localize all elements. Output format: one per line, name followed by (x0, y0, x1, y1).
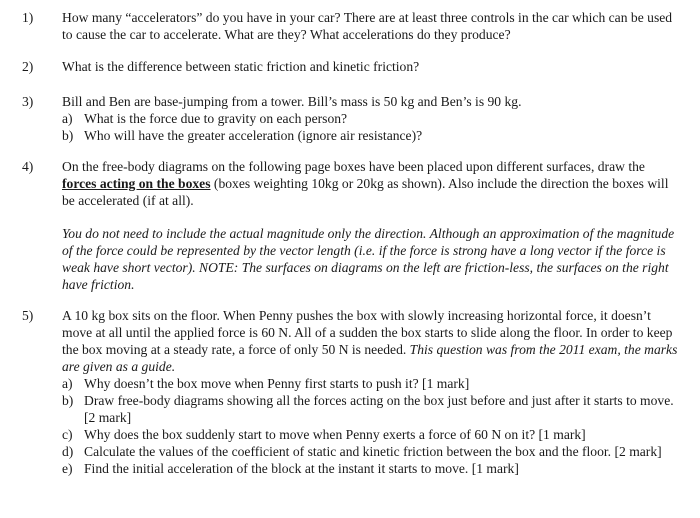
part-text: Calculate the values of the coefficient of static and kinetic friction between the box and the floor. [2 mark] (84, 444, 662, 459)
part-text: Find the initial acceleration of the block at the instant it starts to move. [1 mark] (84, 461, 519, 476)
question-text (62, 158, 682, 209)
part-text: Why does the box suddenly start to move when Penny exerts a force of 60 N on it? [1 mark] (84, 427, 586, 442)
question-4 (22, 158, 682, 293)
part-text: Why doesn’t the box move when Penny first starts to push it? [1 mark] (84, 376, 470, 391)
question-number: 5) (22, 308, 34, 323)
part-label: a) (62, 111, 73, 126)
part-label: a) (62, 376, 73, 391)
question-2 (22, 58, 682, 75)
question-text: Bill and Ben are base-jumping from a tower. Bill’s mass is 50 kg and Ben’s is 90 kg. (62, 94, 522, 109)
question-part (62, 443, 682, 460)
exam-note: This question was from the 2011 exam, the marks are given as a guide. (62, 342, 678, 374)
part-label: b) (62, 128, 74, 143)
part-label: c) (62, 427, 73, 442)
question-5 (22, 307, 682, 477)
question-number: 1) (22, 10, 34, 25)
question-text (62, 307, 682, 375)
question-number: 3) (22, 94, 34, 109)
part-label: e) (62, 461, 73, 476)
question-text-start: On the free-body diagrams on the following page boxes have been placed upon different surfaces, draw the (62, 159, 645, 174)
part-text: Draw free-body diagrams showing all the forces acting on the box just before and just after it starts to move. [2 mark] (84, 393, 674, 425)
question-part (62, 392, 682, 426)
part-label: d) (62, 444, 74, 459)
question-text: What is the difference between static friction and kinetic friction? (62, 59, 420, 74)
question-part (62, 127, 682, 144)
question-note: You do not need to include the actual magnitude only the direction. Although an approximation of the magnitude of the force could be represented by the vector length (i.e. if the force is strong have a long vector if the force is weak have short vector). NOTE: The surfaces on diagrams on the left are friction-less, the surfaces on the right have friction. (62, 226, 675, 292)
question-part (62, 426, 682, 443)
question-text-main: A 10 kg box sits on the floor. When Penny pushes the box with slowly increasing horizontal force, it doesn’t move at all until the applied force is 60 N. All of a sudden the box starts to slide along the floor. In order to keep the box moving at a steady rate, a force of only 50 N is needed. (62, 308, 673, 357)
question-part (62, 110, 682, 127)
forces-acting-link[interactable]: forces acting on the boxes (62, 176, 211, 191)
question-part (62, 375, 682, 392)
part-label: b) (62, 393, 74, 408)
question-part (62, 460, 682, 477)
question-text: How many “accelerators” do you have in your car? There are at least three controls in the car which can be used to cause the car to accelerate. What are they? What accelerations do they produce? (62, 10, 673, 42)
part-text: What is the force due to gravity on each person? (84, 111, 348, 126)
question-1 (22, 9, 682, 43)
question-number: 2) (22, 59, 34, 74)
question-number: 4) (22, 159, 34, 174)
part-text: Who will have the greater acceleration (ignore air resistance)? (84, 128, 423, 143)
question-3 (22, 93, 682, 144)
question-text-end: (boxes weighting 10kg or 20kg as shown). Also include the direction the boxes will be accelerated (if at all). (62, 176, 669, 208)
